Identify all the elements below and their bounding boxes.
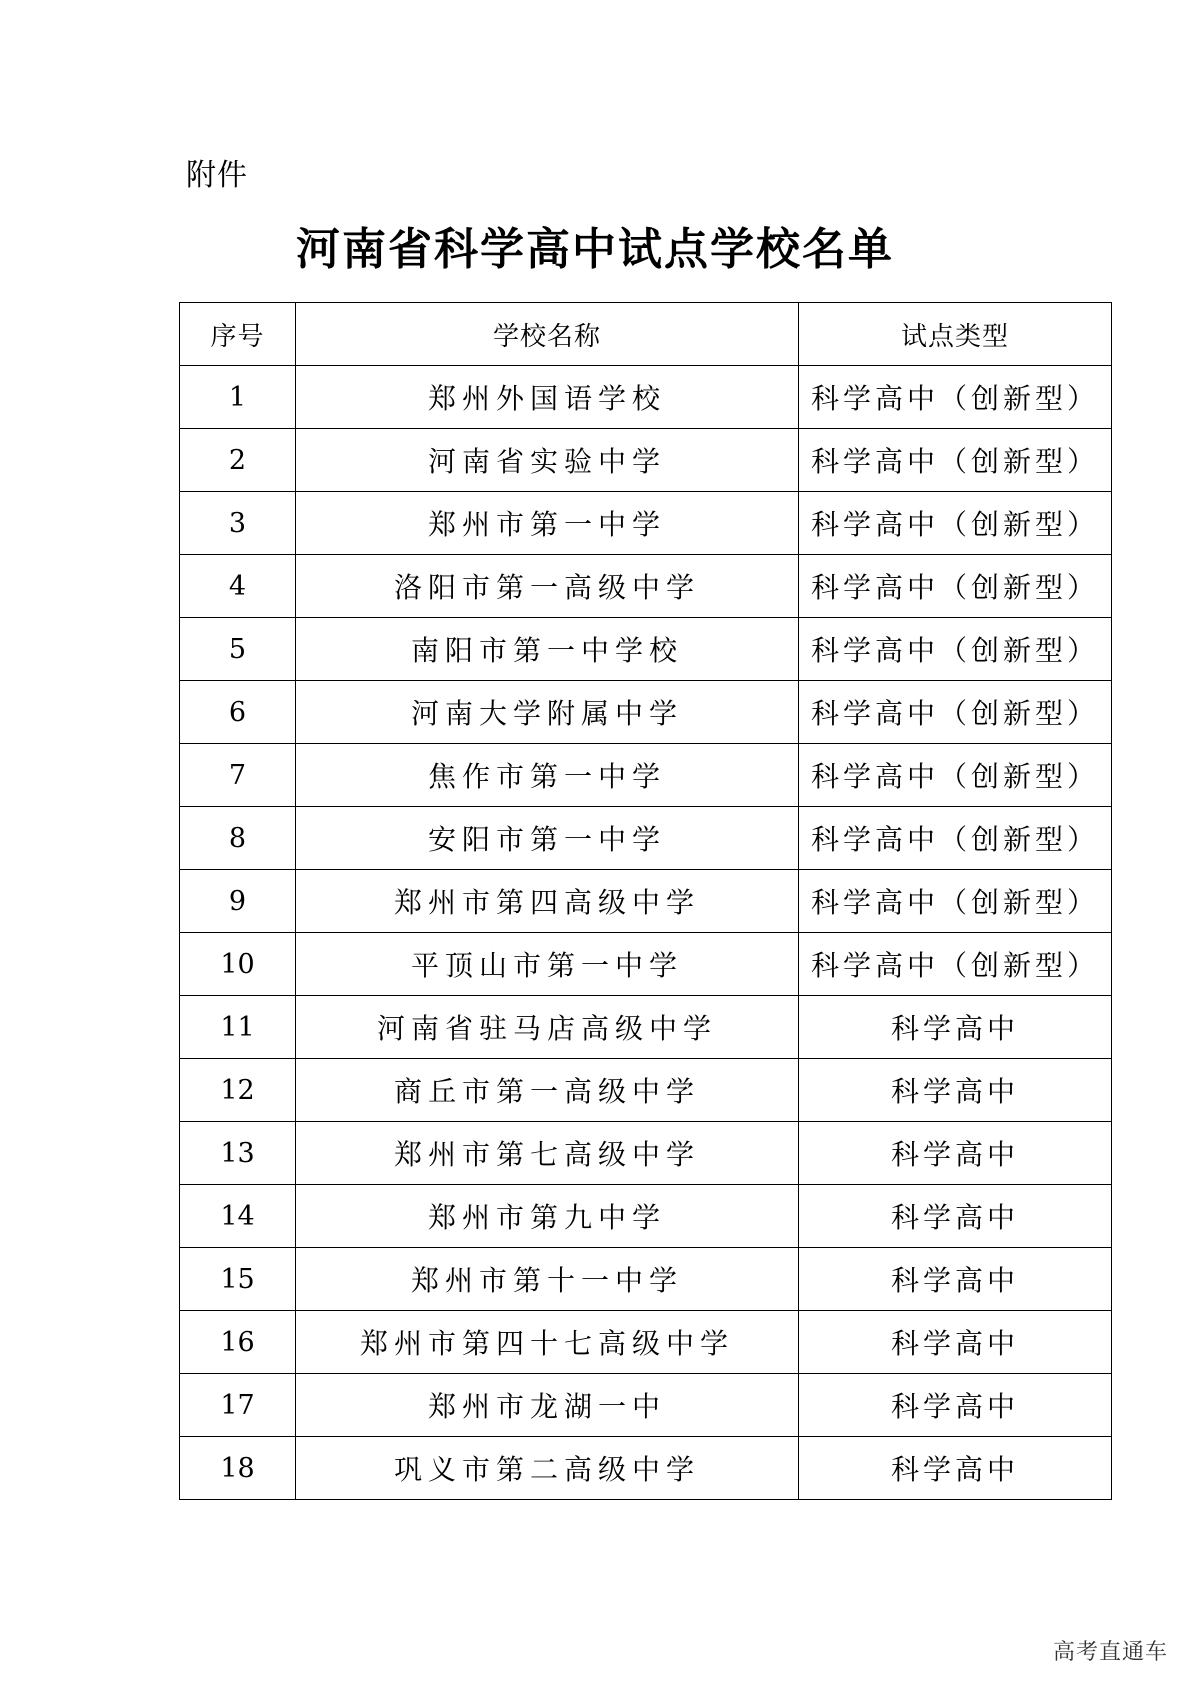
row-number: 12 [180,1059,296,1122]
table-row [180,807,1112,870]
row-pilot-type: 科学高中（创新型） [799,492,1112,555]
table-row [180,1311,1112,1374]
row-pilot-type: 科学高中（创新型） [799,870,1112,933]
row-pilot-type: 科学高中（创新型） [799,807,1112,870]
row-pilot-type: 科学高中 [799,1248,1112,1311]
table-row [180,681,1112,744]
table-row [180,1185,1112,1248]
row-pilot-type: 科学高中 [799,1374,1112,1437]
row-school-name: 河南省实验中学 [296,429,799,492]
row-school-name: 郑州市第九中学 [296,1185,799,1248]
row-number: 4 [180,555,296,618]
row-pilot-type: 科学高中 [799,1311,1112,1374]
attachment-label: 附件 [186,158,248,193]
row-pilot-type: 科学高中（创新型） [799,555,1112,618]
row-pilot-type: 科学高中（创新型） [799,618,1112,681]
row-school-name: 南阳市第一中学校 [296,618,799,681]
row-school-name: 郑州市第四十七高级中学 [296,1311,799,1374]
table-row [180,555,1112,618]
row-pilot-type: 科学高中 [799,1437,1112,1500]
row-pilot-type: 科学高中（创新型） [799,933,1112,996]
row-school-name: 郑州市第一中学 [296,492,799,555]
row-school-name: 郑州外国语学校 [296,366,799,429]
row-school-name: 郑州市第七高级中学 [296,1122,799,1185]
row-school-name: 焦作市第一中学 [296,744,799,807]
watermark: 高考直通车 [1052,1640,1168,1665]
table-row [180,1437,1112,1500]
row-number: 2 [180,429,296,492]
row-number: 17 [180,1374,296,1437]
row-number: 1 [180,366,296,429]
header-number: 序号 [180,303,296,366]
table-row [180,996,1112,1059]
row-school-name: 商丘市第一高级中学 [296,1059,799,1122]
row-pilot-type: 科学高中 [799,1059,1112,1122]
row-pilot-type: 科学高中（创新型） [799,681,1112,744]
row-pilot-type: 科学高中 [799,1122,1112,1185]
row-school-name: 河南省驻马店高级中学 [296,996,799,1059]
table-row [180,429,1112,492]
row-number: 8 [180,807,296,870]
table-row [180,933,1112,996]
table-row [180,870,1112,933]
row-number: 6 [180,681,296,744]
row-number: 3 [180,492,296,555]
row-pilot-type: 科学高中（创新型） [799,744,1112,807]
table-row [180,618,1112,681]
table-header-row [180,303,1112,366]
table-row [180,744,1112,807]
page-title: 河南省科学高中试点学校名单 [296,224,894,275]
row-number: 10 [180,933,296,996]
row-number: 15 [180,1248,296,1311]
header-pilot-type: 试点类型 [799,303,1112,366]
school-list-table [179,302,1112,1500]
table-row [180,1122,1112,1185]
row-school-name: 安阳市第一中学 [296,807,799,870]
row-pilot-type: 科学高中（创新型） [799,366,1112,429]
row-number: 9 [180,870,296,933]
table-row [180,1374,1112,1437]
header-school-name: 学校名称 [296,303,799,366]
row-school-name: 郑州市龙湖一中 [296,1374,799,1437]
table-row [180,492,1112,555]
row-school-name: 郑州市第四高级中学 [296,870,799,933]
row-number: 14 [180,1185,296,1248]
row-number: 7 [180,744,296,807]
row-number: 18 [180,1437,296,1500]
row-school-name: 郑州市第十一中学 [296,1248,799,1311]
row-pilot-type: 科学高中 [799,996,1112,1059]
row-number: 5 [180,618,296,681]
table-row [180,1059,1112,1122]
row-pilot-type: 科学高中（创新型） [799,429,1112,492]
row-number: 13 [180,1122,296,1185]
row-school-name: 巩义市第二高级中学 [296,1437,799,1500]
row-school-name: 平顶山市第一中学 [296,933,799,996]
table-row [180,1248,1112,1311]
table-row [180,366,1112,429]
row-number: 11 [180,996,296,1059]
row-pilot-type: 科学高中 [799,1185,1112,1248]
row-school-name: 洛阳市第一高级中学 [296,555,799,618]
row-school-name: 河南大学附属中学 [296,681,799,744]
row-number: 16 [180,1311,296,1374]
